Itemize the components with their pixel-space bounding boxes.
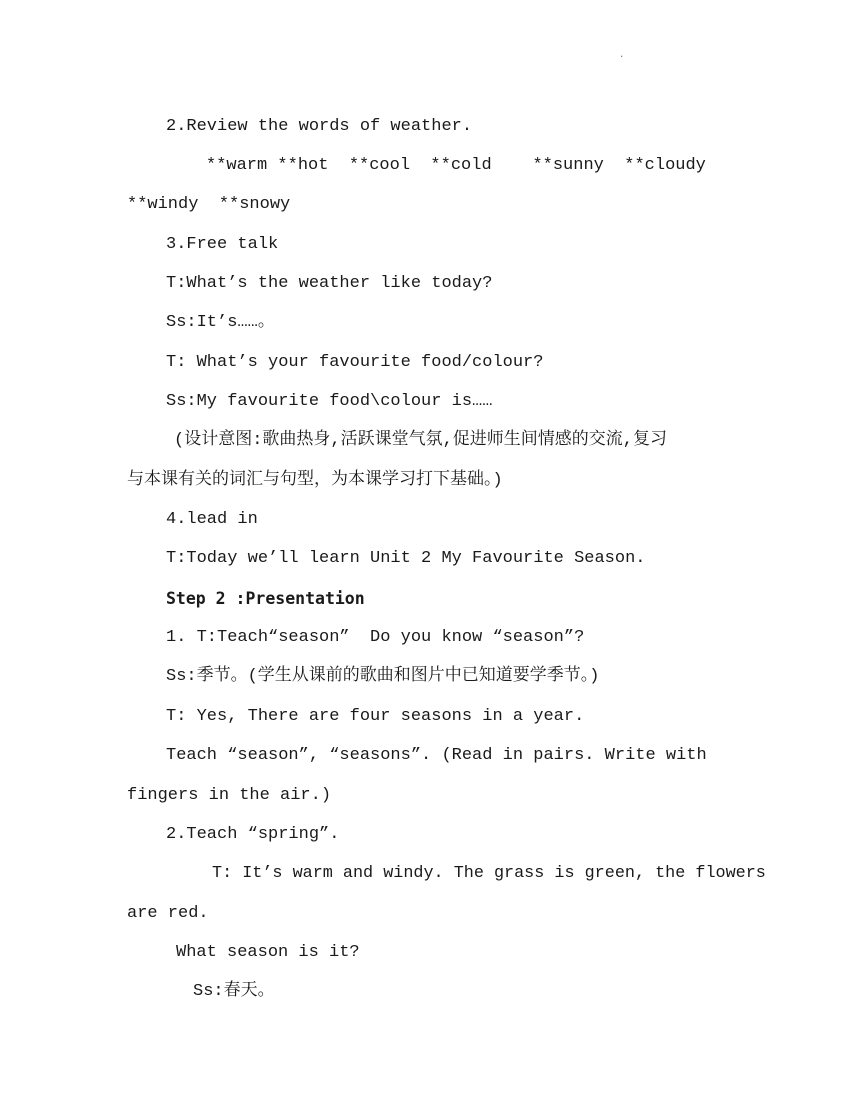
teacher-question-weather: T:What’s the weather like today? <box>166 274 493 293</box>
teacher-lead-in: T:Today we’ll learn Unit 2 My Favourite Season. <box>166 549 646 568</box>
student-answer-weather: Ss:It’s……。 <box>166 313 275 332</box>
student-answer-season: Ss:季节。(学生从课前的歌曲和图片中已知道要学季节。) <box>166 667 600 686</box>
design-intent-line-2: 与本课有关的词汇与句型，为本课学习打下基础。) <box>127 471 503 490</box>
weather-words-line-1: **warm **hot **cool **cold **sunny **cloudy <box>206 156 706 175</box>
teacher-four-seasons: T: Yes, There are four seasons in a year. <box>166 707 585 726</box>
what-season-question: What season is it? <box>176 943 360 962</box>
teacher-spring-description-2: are red. <box>127 904 209 923</box>
teacher-question-favourite: T: What’s your favourite food/colour? <box>166 353 544 372</box>
review-heading: 2.Review the words of weather. <box>166 117 473 136</box>
teach-spring-heading: 2.Teach “spring”. <box>166 825 340 844</box>
header-mark: · <box>619 52 625 62</box>
teach-season-line: 1. T:Teach“season” Do you know “season”? <box>166 628 585 647</box>
step-2-heading: Step 2 :Presentation <box>166 589 365 608</box>
student-answer-spring: Ss:春天。 <box>193 982 275 1001</box>
teacher-spring-description-1: T: It’s warm and windy. The grass is green, the flowers <box>212 864 766 883</box>
design-intent-line-1: (设计意图:歌曲热身,活跃课堂气氛,促进师生间情感的交流,复习 <box>174 431 668 450</box>
weather-words-line-2: **windy **snowy <box>127 195 291 214</box>
teach-seasons-line-2: fingers in the air.) <box>127 786 332 805</box>
lead-in-heading: 4.lead in <box>166 510 258 529</box>
teach-seasons-line-1: Teach “season”, “seasons”. (Read in pairs. Write with <box>166 746 707 765</box>
free-talk-heading: 3.Free talk <box>166 235 279 254</box>
student-answer-favourite: Ss:My favourite food\colour is…… <box>166 392 493 411</box>
